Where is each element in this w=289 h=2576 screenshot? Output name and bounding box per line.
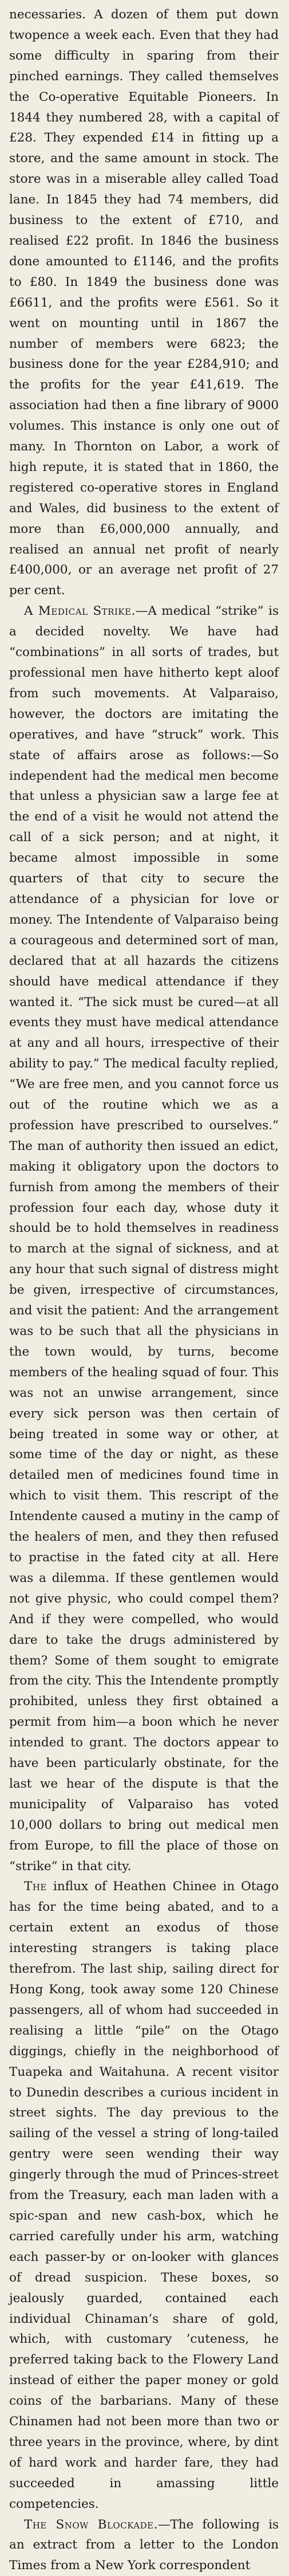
heathen-chinee-article bbox=[9, 1876, 279, 2514]
co-operative-pioneers-paragraph: necessaries. A dozen of them put down twopence a week each. Even that they had some difficulty in sparing from their pinched earnings. They called themselves the Co-operative Equitable Pioneers. In 1844 they numbered 28, with a capital of £28. They expended £14 in fitting up a store, and the same amount in stock. The store was in a miserable alley called Toad lane. In 1845 they had 74 members, did business to the extent of £710, and realised £22 profit. In 1846 the business done amounted to £1146, and the profits to £80. In 1849 the business done was £6611, and the profits were £561. So it went on mounting until in 1867 the number of members were 6823; the business done for the year £284,910; and the profits for the year £41,619. The association had then a fine library of 9000 volumes. This instance is only one out of many. In Thornton on Labor, a work of high repute, it is stated that in 1860, the registered co-operative stores in England and Wales, did business to the extent of more than £6,000,000 annually, and realised an annual net profit of nearly £400,000, or an average net profit of 27 per cent. bbox=[9, 7, 279, 598]
medical-strike-article bbox=[9, 601, 279, 1876]
medical-strike-heading: A Medical Strike. bbox=[24, 604, 136, 619]
medical-strike-body: —A medical “strike” is a decided novelty. We have had “combinations” in all sorts of trades, but professional men have hitherto kept aloof from such movements. At Valparaiso, however, the doctors are imitating the operatives, and have “struck” work. This state of affairs arose as follows:—So independent had the medical men become that unless a physician saw a large fee at the end of a visit he would not attend the call of a sick person; and at night, it became almost impossible in some quarters of that city to secure the attendance of a physician for love or money. The Intendente of Valparaiso being a courageous and determined sort of man, declared that at all hazards the citizens should have medical attendance if they wanted it. “The sick must be cured—at all events they must have medical attendance at any and all hours, irrespective of their ability to pay.” The medical faculty replied, “We are free men, and you cannot force us out of the routine which we as a profession have prescribed to ourselves.” The man of authority then issued an edict, making it obligatory upon the doctors to furnish from among the members of their profession four each day, whose duty it should be to hold themselves in readiness to march at the signal of sickness, and at any hour that such signal of distress might be given, irrespective of circumstances, and visit the patient: And the arrangement was to be such that all the physicians in the town would, by turns, become members of the healing squad of four. This was not an unwise arrangement, since every sick person was then certain of being treated in some way or other, at some time of the day or night, as these detailed men of medicines found time in which to visit them. This rescript of the Intendente caused a mutiny in the camp of the healers of men, and they then refused to practise in the fated city at all. Here was a dilemma. If these gentlemen would not give physic, who could compel them? And if they were compelled, who would dare to take the drugs administered by them? Some of them sought to emigrate from the city. This the Intendente promptly prohibited, unless they first obtained a permit from him—a boon which he never intended to grant. The doctors appear to have been particularly obstinate, for the last we hear of the dispute is that the municipality of Valparaiso has voted 10,000 dollars to bring out medical men from Europe, to fill the place of those on “strike” in that city. bbox=[9, 604, 279, 1874]
heathen-chinee-heading: The bbox=[24, 1879, 47, 1894]
snow-blockade-body: —The following is an extract from a letter to the London Times from a New York correspondent bbox=[9, 2517, 279, 2573]
snow-blockade-heading: The Snow Blockade. bbox=[24, 2517, 158, 2532]
snow-blockade-article bbox=[9, 2515, 279, 2576]
heathen-chinee-body: influx of Heathen Chinee in Otago has for the time being abated, and to a certain extent an exodus of those interesting strangers is taking place therefrom. The last ship, sailing direct for Hong Kong, took away some 120 Chinese passengers, all of whom had succeeded in realising a little “pile” on the Otago diggings, chiefly in the neighborhood of Tuapeka and Waitahuna. A recent visitor to Dunedin describes a curious incident in street sights. The day previous to the sailing of the vessel a string of long-tailed gentry were seen wending their way gingerly through the mud of Princes-street from the Treasury, each man laden with a spic-span and new cash-box, which he carried carefully under his arm, watching each passer-by or on-looker with glances of dread suspicion. These boxes, so jealously guarded, contained each individual Chinaman’s share of gold, which, with customary ’cuteness, he preferred taking back to the Flowery Land instead of either the paper money or gold coins of the barbarians. Many of these Chinamen had not been more than two or three years in the province, where, by dint of hard work and harder fare, they had succeeded in amassing little competencies. bbox=[9, 1879, 279, 2511]
